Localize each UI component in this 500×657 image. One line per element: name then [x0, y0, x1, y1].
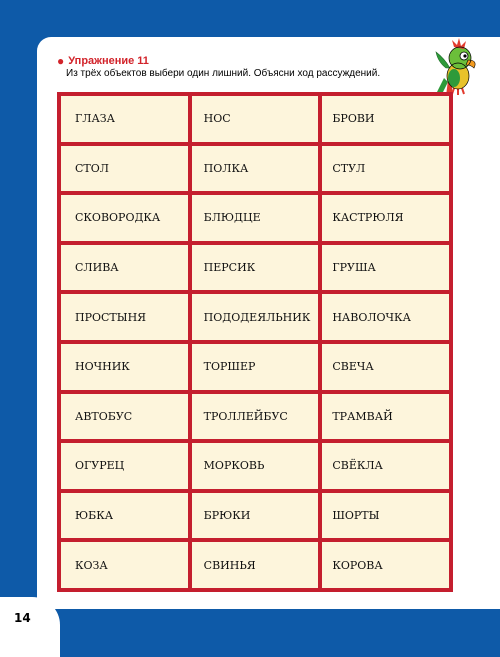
word-cell: ТРАМВАЙ — [322, 394, 449, 440]
word-grid — [57, 92, 453, 592]
word-cell: НОЧНИК — [61, 344, 188, 390]
word-cell: АВТОБУС — [61, 394, 188, 440]
word-cell: ЮБКА — [61, 493, 188, 539]
word-cell: СЛИВА — [61, 245, 188, 291]
footer-bar — [0, 609, 500, 657]
word-cell: СВИНЬЯ — [192, 542, 319, 588]
word-cell: БРЮКИ — [192, 493, 319, 539]
word-cell: МОРКОВЬ — [192, 443, 319, 489]
word-cell: ТОРШЕР — [192, 344, 319, 390]
word-cell: ПРОСТЫНЯ — [61, 294, 188, 340]
exercise-header — [57, 55, 149, 67]
exercise-instruction: Из трёх объектов выбери один лишний. Объясни ход рассуждений. — [66, 68, 381, 79]
word-cell: ПОДОДЕЯЛЬНИК — [192, 294, 319, 340]
word-cell: ГЛАЗА — [61, 96, 188, 142]
word-cell: КОЗА — [61, 542, 188, 588]
word-cell: ШОРТЫ — [322, 493, 449, 539]
page-number: 14 — [14, 611, 31, 625]
bullet-dot-icon: ● — [57, 54, 65, 68]
word-cell: СКОВОРОДКА — [61, 195, 188, 241]
word-cell: СВЁКЛА — [322, 443, 449, 489]
word-cell: КАСТРЮЛЯ — [322, 195, 449, 241]
word-cell: ТРОЛЛЕЙБУС — [192, 394, 319, 440]
word-cell: НАВОЛОЧКА — [322, 294, 449, 340]
word-cell: НОС — [192, 96, 319, 142]
word-cell: БЛЮДЦЕ — [192, 195, 319, 241]
word-cell: БРОВИ — [322, 96, 449, 142]
parrot-mascot-icon — [424, 38, 486, 100]
word-cell: СТОЛ — [61, 146, 188, 192]
exercise-title: Упражнение 11 — [68, 55, 149, 67]
word-cell: КОРОВА — [322, 542, 449, 588]
word-cell: СВЕЧА — [322, 344, 449, 390]
page-number-tab — [0, 597, 60, 657]
word-cell: ГРУША — [322, 245, 449, 291]
word-cell: ПОЛКА — [192, 146, 319, 192]
exercise-title-row — [57, 55, 149, 67]
word-cell: СТУЛ — [322, 146, 449, 192]
word-cell: ОГУРЕЦ — [61, 443, 188, 489]
word-cell: ПЕРСИК — [192, 245, 319, 291]
